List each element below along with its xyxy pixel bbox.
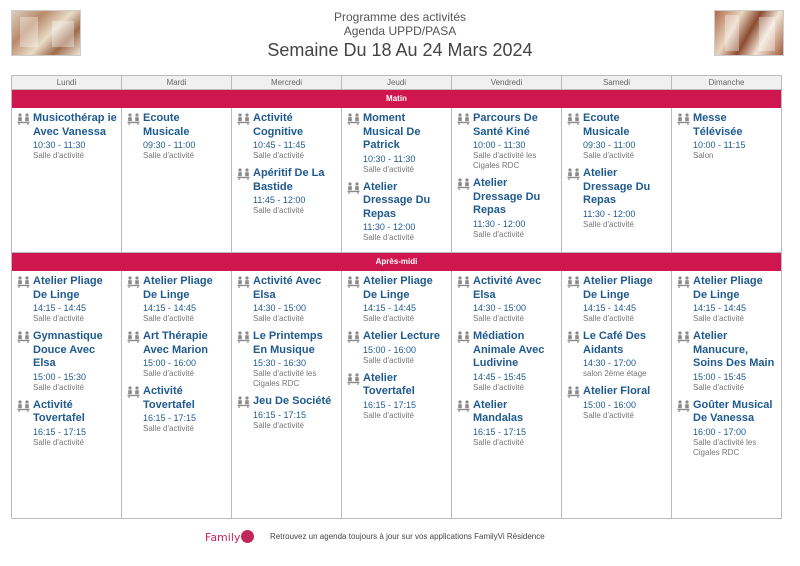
activity-info — [33, 112, 118, 161]
activity-people-icon — [347, 181, 363, 244]
activity-time: 10:30 - 11:30 — [33, 140, 86, 150]
activity-place: Salle d'activité — [473, 229, 524, 239]
activity-time: 16:15 - 17:15 — [363, 399, 417, 410]
activity-entry — [567, 385, 668, 421]
activity-info — [143, 385, 228, 434]
activity-time: 09:30 - 11:00 — [583, 140, 636, 150]
activity-people-icon — [347, 275, 363, 324]
activity-title: Ecoute Musicale — [583, 112, 630, 138]
activity-time: 15:00 - 16:00 — [583, 399, 637, 410]
activity-people-icon — [457, 330, 473, 393]
activity-info — [693, 330, 778, 393]
morning-row — [12, 108, 781, 253]
activity-entry — [567, 167, 668, 230]
page-header — [0, 10, 800, 61]
activity-entry — [127, 330, 228, 379]
activity-people-icon — [567, 167, 583, 230]
activity-place: Salle d'activité — [253, 151, 304, 160]
activity-info — [363, 112, 448, 175]
activity-entry — [677, 275, 778, 324]
activity-place: Salle d'activité — [583, 151, 634, 160]
morning-cell-lundi — [12, 108, 122, 252]
activity-title: Goûter Musical De Vanessa — [693, 398, 773, 424]
activity-title: Atelier Tovertafel — [363, 371, 415, 397]
activity-title: Atelier Pliage De Linge — [583, 275, 653, 301]
activity-time: 15:00 - 16:00 — [363, 344, 417, 355]
activity-entry — [347, 181, 448, 244]
activity-info — [693, 112, 778, 161]
activity-place: Salle d'activité — [473, 437, 524, 447]
activity-info — [253, 275, 338, 324]
activity-title: Le Printemps En Musique — [253, 330, 323, 356]
morning-cell-vendredi — [452, 108, 562, 252]
activity-people-icon — [237, 112, 253, 161]
activity-title: Atelier Lecture — [363, 330, 441, 342]
activity-time: 14:15 - 14:45 — [363, 303, 417, 313]
day-header-lundi: Lundi — [12, 76, 122, 89]
activity-entry — [17, 112, 118, 161]
activity-entry — [677, 112, 778, 161]
activity-info — [363, 372, 448, 421]
morning-cell-mardi — [122, 108, 232, 252]
activity-time: 10:30 - 11:30 — [363, 153, 416, 164]
activity-people-icon — [457, 275, 473, 324]
afternoon-cell-mardi — [122, 271, 232, 518]
activity-info — [33, 399, 118, 448]
activity-place: Salle d'activité — [143, 424, 194, 433]
activity-title: Jeu De Société — [253, 395, 332, 407]
activity-place: Salle d'activité — [583, 410, 634, 420]
activity-place: Salle d'activité — [363, 164, 414, 174]
activity-title: Ecoute Musicale — [143, 112, 190, 138]
activity-people-icon — [347, 372, 363, 421]
activity-time: 14:45 - 15:45 — [473, 371, 527, 382]
activity-time: 15:00 - 15:45 — [693, 371, 747, 382]
activity-place: Salle d'activité — [583, 314, 634, 323]
activity-entry — [567, 112, 668, 161]
activity-place: Salle d'activité — [33, 437, 84, 447]
afternoon-cell-mercredi — [232, 271, 342, 518]
activity-title: Atelier Manucure, Soins Des Main — [693, 330, 775, 369]
page-footer — [0, 528, 800, 548]
activity-people-icon — [567, 385, 583, 421]
activity-time: 14:30 - 17:00 — [583, 358, 637, 368]
activity-title: Atelier Pliage De Linge — [363, 275, 433, 301]
activity-place: Salle d'activité les Cigales RDC — [473, 151, 537, 170]
activity-entry — [457, 177, 558, 240]
activity-entry — [457, 275, 558, 324]
activity-people-icon — [677, 330, 693, 393]
activity-people-icon — [237, 395, 253, 431]
morning-cell-dimanche — [672, 108, 781, 252]
activity-entry — [567, 330, 668, 379]
activity-info — [583, 275, 668, 324]
activity-entry — [567, 275, 668, 324]
day-header-jeudi: Jeudi — [342, 76, 452, 89]
activity-time: 10:45 - 11:45 — [253, 140, 306, 150]
activity-place: Salle d'activité les Cigales RDC — [253, 369, 317, 388]
activity-people-icon — [17, 275, 33, 324]
afternoon-cell-dimanche — [672, 271, 781, 518]
activity-place: salon 2ème étage — [583, 369, 647, 378]
activity-place: Salle d'activité — [253, 206, 304, 215]
activity-title: Activité Tovertafel — [33, 398, 85, 424]
activity-title: Atelier Mandalas — [473, 398, 524, 424]
activity-entry — [347, 112, 448, 175]
activity-entry — [237, 167, 338, 216]
activity-entry — [457, 330, 558, 393]
activity-info — [473, 112, 558, 171]
activity-people-icon — [677, 399, 693, 458]
activity-people-icon — [567, 330, 583, 379]
activity-entry — [237, 112, 338, 161]
activity-time: 14:15 - 14:45 — [143, 303, 197, 313]
activity-place: Salle d'activité — [143, 314, 194, 323]
activity-info — [583, 385, 668, 421]
activity-people-icon — [347, 112, 363, 175]
activity-time: 11:45 - 12:00 — [253, 195, 306, 205]
activity-time: 10:00 - 11:15 — [693, 140, 746, 150]
activity-place: Salle d'activité — [363, 355, 414, 365]
activity-entry — [237, 275, 338, 324]
morning-cell-samedi — [562, 108, 672, 252]
activity-people-icon — [567, 275, 583, 324]
activity-people-icon — [347, 330, 363, 366]
afternoon-cell-vendredi — [452, 271, 562, 518]
logo-text: Family — [205, 531, 241, 544]
activity-time: 11:30 - 12:00 — [363, 222, 416, 232]
activity-title: Atelier Floral — [583, 385, 651, 397]
activity-people-icon — [127, 385, 143, 434]
afternoon-band: Après-midi — [12, 253, 781, 271]
agenda-subtitle: Agenda UPPD/PASA — [343, 24, 457, 38]
activity-people-icon — [457, 399, 473, 448]
afternoon-row — [12, 271, 781, 518]
activity-info — [473, 177, 558, 240]
activity-entry — [457, 112, 558, 171]
activity-time: 15:00 - 15:30 — [33, 371, 87, 382]
activity-title: Art Thérapie Avec Marion — [143, 330, 209, 356]
activity-info — [143, 275, 228, 324]
schedule-grid — [11, 75, 782, 519]
activity-info — [363, 275, 448, 324]
activity-people-icon — [677, 275, 693, 324]
activity-time: 16:00 - 17:00 — [693, 426, 747, 437]
activity-info — [693, 275, 778, 324]
activity-time: 11:30 - 12:00 — [473, 218, 526, 229]
activity-place: Salle d'activité — [143, 151, 194, 160]
activity-entry — [347, 275, 448, 324]
activity-entry — [237, 395, 338, 431]
activity-people-icon — [237, 167, 253, 216]
activity-info — [583, 330, 668, 379]
activity-title: Atelier Pliage De Linge — [693, 275, 763, 301]
activity-time: 14:30 - 15:00 — [473, 303, 527, 313]
activity-time: 14:15 - 14:45 — [693, 303, 747, 313]
activity-title: Moment Musical De Patrick — [363, 112, 421, 151]
activity-entry — [347, 330, 448, 366]
activity-place: Salle d'activité les Cigales RDC — [693, 437, 757, 457]
activity-info — [473, 399, 558, 448]
activity-time: 16:15 - 17:15 — [473, 426, 527, 437]
activity-info — [33, 330, 118, 393]
day-header-mardi: Mardi — [122, 76, 232, 89]
activity-entry — [677, 399, 778, 458]
activity-people-icon — [457, 177, 473, 240]
afternoon-cell-samedi — [562, 271, 672, 518]
activity-people-icon — [17, 112, 33, 161]
day-header-vendredi: Vendredi — [452, 76, 562, 89]
day-header-mercredi: Mercredi — [232, 76, 342, 89]
activity-title: Activité Cognitive — [253, 112, 304, 138]
day-header-dimanche: Dimanche — [708, 78, 745, 87]
activity-info — [253, 112, 338, 161]
activity-entry — [127, 112, 228, 161]
activity-time: 16:15 - 17:15 — [253, 409, 307, 420]
activity-info — [583, 167, 668, 230]
activity-time: 15:30 - 16:30 — [253, 358, 307, 368]
activity-title: Apéritif De La Bastide — [253, 167, 325, 193]
activity-people-icon — [237, 275, 253, 324]
week-title: Semaine Du 18 Au 24 Mars 2024 — [267, 40, 533, 60]
activity-info — [473, 275, 558, 324]
day-header-row — [12, 76, 781, 90]
activity-entry — [347, 372, 448, 421]
activity-info — [473, 330, 558, 393]
activity-people-icon — [677, 112, 693, 161]
activity-title: Le Café Des Aidants — [583, 330, 646, 356]
activity-entry — [127, 385, 228, 434]
activity-title: Messe Télévisée — [693, 112, 743, 138]
activity-time: 16:15 - 17:15 — [33, 426, 87, 437]
activity-time: 15:00 - 16:00 — [143, 358, 197, 368]
familyvi-logo — [205, 530, 254, 544]
activity-people-icon — [127, 330, 143, 379]
activity-place: Salon — [693, 151, 714, 160]
activity-entry — [17, 399, 118, 448]
activity-entry — [17, 275, 118, 324]
program-title: Programme des activités — [333, 10, 467, 24]
activity-people-icon — [127, 275, 143, 324]
footer-message: Retrouvez un agenda toujours à jour sur vos applications FamilyVi Résidence — [270, 532, 545, 541]
activity-title: Parcours De Santé Kiné — [473, 112, 538, 138]
activity-place: Salle d'activité — [363, 233, 414, 242]
activity-time: 14:15 - 14:45 — [33, 303, 87, 313]
activity-people-icon — [237, 330, 253, 389]
activity-place: Salle d'activité — [33, 314, 84, 323]
activity-time: 16:15 - 17:15 — [143, 413, 197, 423]
activity-entry — [457, 399, 558, 448]
activity-title: Médiation Animale Avec Ludivine — [473, 330, 545, 369]
morning-band: Matin — [12, 90, 781, 108]
activity-people-icon — [457, 112, 473, 171]
activity-title: Activité Tovertafel — [143, 385, 195, 411]
activity-info — [363, 181, 448, 244]
activity-place: Salle d'activité — [693, 314, 744, 323]
afternoon-cell-lundi — [12, 271, 122, 518]
activity-place: Salle d'activité — [583, 219, 634, 229]
activity-entry — [17, 330, 118, 393]
activity-title: Atelier Pliage De Linge — [33, 275, 103, 301]
logo-heart-icon — [241, 530, 254, 543]
activity-people-icon — [17, 330, 33, 393]
activity-time: 14:30 - 15:00 — [253, 303, 307, 313]
activity-time: 10:00 - 11:30 — [473, 140, 526, 150]
activity-place: Salle d'activité — [473, 314, 524, 323]
activity-place: Salle d'activité — [253, 420, 304, 430]
activity-info — [693, 399, 778, 458]
activity-title: Activité Avec Elsa — [473, 275, 542, 301]
activity-title: Musicothérap ie Avec Vanessa — [33, 112, 117, 138]
activity-title: Activité Avec Elsa — [253, 275, 322, 301]
activity-entry — [237, 330, 338, 389]
activity-place: Salle d'activité — [473, 382, 524, 392]
activity-people-icon — [17, 399, 33, 448]
activity-info — [143, 330, 228, 379]
activity-place: Salle d'activité — [33, 151, 84, 160]
activity-entry — [127, 275, 228, 324]
activity-time: 09:30 - 11:00 — [143, 140, 196, 150]
activity-info — [253, 395, 338, 431]
activity-place: Salle d'activité — [693, 382, 744, 392]
activity-title: Atelier Pliage De Linge — [143, 275, 213, 301]
activity-info — [583, 112, 668, 161]
activity-info — [253, 330, 338, 389]
activity-time: 11:30 - 12:00 — [583, 208, 636, 219]
activity-place: Salle d'activité — [33, 382, 84, 392]
morning-cell-jeudi — [342, 108, 452, 252]
activity-people-icon — [567, 112, 583, 161]
activity-title: Atelier Dressage Du Repas — [473, 177, 541, 216]
activity-title: Atelier Dressage Du Repas — [583, 167, 651, 206]
day-header-samedi: Samedi — [562, 76, 672, 89]
activity-people-icon — [127, 112, 143, 161]
activity-title: Atelier Dressage Du Repas — [363, 180, 431, 220]
activity-place: Salle d'activité — [143, 369, 194, 378]
activity-place: Salle d'activité — [363, 410, 414, 420]
activity-place: Salle d'activité — [363, 314, 414, 323]
activity-info — [33, 275, 118, 324]
activity-info — [143, 112, 228, 161]
afternoon-cell-jeudi — [342, 271, 452, 518]
activity-time: 14:15 - 14:45 — [583, 303, 637, 313]
activity-place: Salle d'activité — [253, 314, 304, 323]
morning-cell-mercredi — [232, 108, 342, 252]
activity-title: Gymnastique Douce Avec Elsa — [33, 330, 103, 369]
activity-info — [363, 330, 448, 366]
activity-entry — [677, 330, 778, 393]
activity-info — [253, 167, 338, 216]
